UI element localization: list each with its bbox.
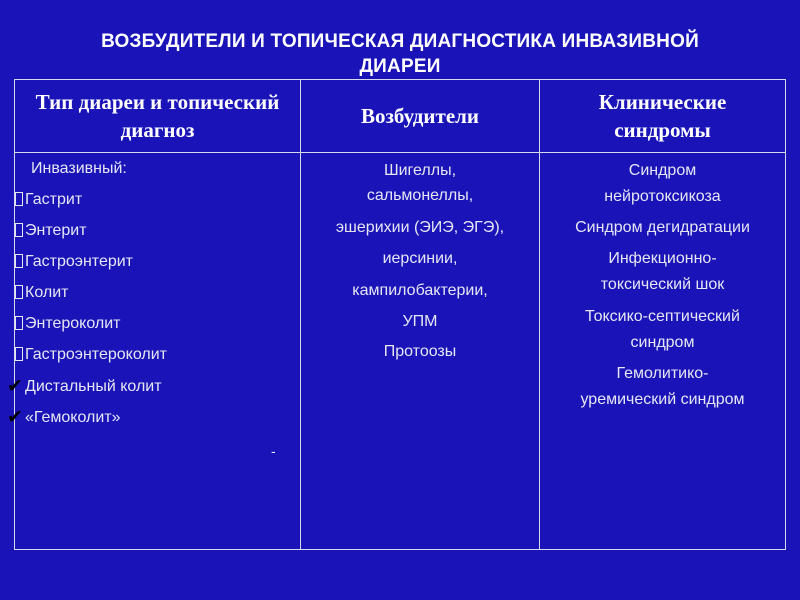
list-item-label: Дистальный колит: [25, 378, 162, 395]
list-item: [15, 252, 133, 272]
pathogen-line: кампилобактерии,: [352, 282, 488, 299]
pathogen-line: иерсинии,: [382, 250, 458, 267]
syndrome-line: Синдром: [628, 162, 697, 179]
list-item: [7, 375, 162, 397]
box-bullet-icon: [15, 254, 23, 268]
slide-title-line-1: ВОЗБУДИТЕЛИ И ТОПИЧЕСКАЯ ДИАГНОСТИКА ИНВАЗИВНОЙ: [101, 31, 699, 52]
header-diagnosis: Тип диареи и топический диагноз: [35, 90, 280, 142]
syndrome-line: синдром: [630, 334, 695, 351]
list-item-label: Гастроэнтерит: [25, 253, 133, 270]
box-bullet-icon: [15, 347, 23, 361]
slide-title: [0, 29, 800, 79]
stray-dash: -: [271, 443, 276, 459]
syndrome-line: Гемолитико-: [616, 365, 709, 382]
header-divider: [15, 152, 785, 153]
list-item: [15, 345, 167, 365]
list-item: [7, 406, 121, 428]
pathogen-line: эшерихии (ЭИЭ, ЭГЭ),: [335, 219, 505, 236]
box-bullet-icon: [15, 285, 23, 299]
diarrhea-table: [7, 79, 786, 550]
slide-title-line-2: ДИАРЕИ: [359, 56, 441, 77]
pathogen-line: Шигеллы,: [383, 162, 457, 179]
list-item-label: «Гемоколит»: [25, 409, 121, 426]
list-item: [15, 283, 68, 303]
header-pathogens: Возбудители: [360, 104, 480, 128]
list-item-label: Энтероколит: [25, 315, 121, 332]
header-syndromes: Клинические синдромы: [598, 90, 727, 142]
box-bullet-icon: [15, 223, 23, 237]
syndrome-line: уремический синдром: [580, 391, 745, 408]
box-bullet-icon: [15, 192, 23, 206]
box-bullet-icon: [15, 316, 23, 330]
diagnosis-lead: Инвазивный:: [31, 160, 127, 177]
list-item-label: Гастроэнтероколит: [25, 346, 167, 363]
pathogen-line: УПМ: [402, 313, 438, 330]
list-item-label: Энтерит: [25, 222, 87, 239]
pathogen-line: Протоозы: [383, 343, 457, 360]
syndrome-line: нейротоксикоза: [604, 188, 721, 205]
pathogen-line: сальмонеллы,: [366, 187, 474, 204]
list-item-label: Гастрит: [25, 191, 83, 208]
syndrome-line: Инфекционно-: [608, 250, 717, 267]
list-item-label: Колит: [25, 284, 69, 301]
check-mark-icon: ✔: [7, 406, 23, 428]
list-item: [15, 190, 82, 210]
list-item: [15, 221, 87, 241]
syndrome-line: Токсико-септический: [585, 308, 740, 325]
check-mark-icon: ✔: [7, 375, 23, 397]
list-item: [15, 314, 121, 334]
syndrome-line: Синдром дегидратации: [575, 219, 750, 236]
syndrome-line: токсический шок: [600, 276, 725, 293]
